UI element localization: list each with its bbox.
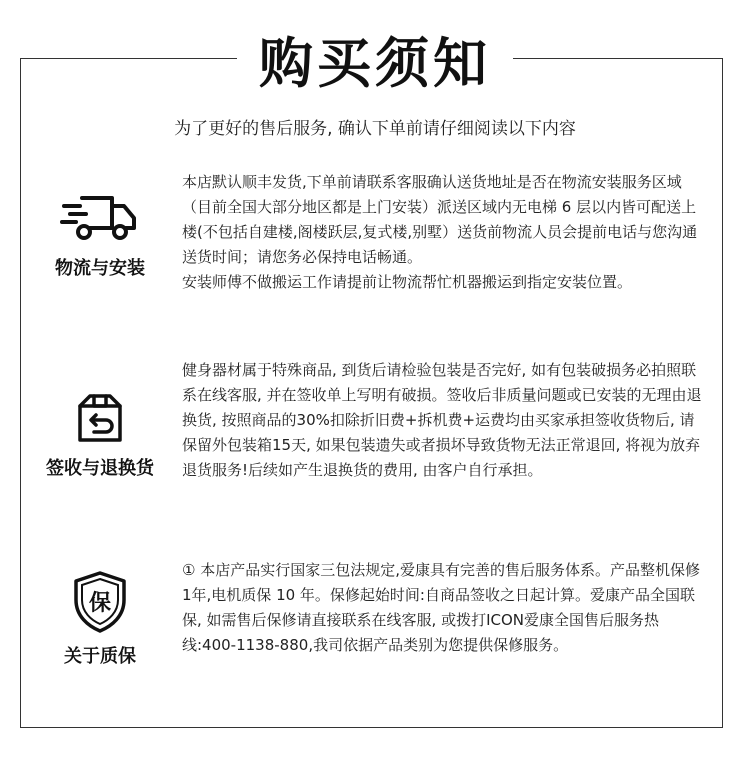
delivery-truck-icon: [60, 190, 140, 246]
section-logistics-icon-col: [20, 190, 180, 280]
section-returns: [20, 358, 723, 528]
section-warranty-text: [182, 558, 702, 658]
section-logistics: [20, 170, 723, 310]
section-warranty-label: 关于质保: [64, 646, 136, 667]
section-returns-text: [182, 358, 702, 483]
section-warranty: [20, 558, 723, 698]
paragraph: 安装师傅不做搬运工作请提前让物流帮忙机器搬运到指定安装位置。: [182, 273, 633, 291]
paragraph: 本店默认顺丰发货,下单前请联系客服确认送货地址是否在物流安装服务区域（目前全国大部分地区都是上门安装）派送区域内无电梯 6 层以内皆可配送上楼(不包括自建楼,阁楼跃层,复式楼,别墅）送货前物流人员会提前电话与您沟通送货时间；请您务必保持电话畅通。: [182, 173, 698, 266]
title-wrap: [0, 28, 750, 100]
page-subtitle: 为了更好的售后服务, 确认下单前请仔细阅读以下内容: [174, 119, 576, 139]
warranty-shield-icon: [72, 570, 128, 634]
section-logistics-text: [182, 170, 702, 295]
page-title: 购买须知: [237, 28, 513, 100]
paragraph: 健身器材属于特殊商品, 到货后请检验包装是否完好, 如有包装破损务必拍照联系在线客服, 并在签收单上写明有破损。签收后非质量问题或已安装的无理由退换货, 按照商品的30%扣除折旧费+拆机费+运费均由买家承担签收货物后, 请保留外包装箱15天, 如果包装遗失或者损坏导致货物无法正常退回, 将视为放弃退货服务!后续如产生退换货的费用, 由客户自行承担。: [182, 361, 702, 479]
section-logistics-label: 物流与安装: [55, 258, 145, 279]
warranty-shield-char: 保: [88, 591, 112, 616]
section-warranty-icon-col: [20, 570, 180, 668]
section-returns-label: 签收与退换货: [46, 458, 154, 479]
section-returns-icon-col: [20, 390, 180, 480]
return-box-icon: [72, 390, 128, 446]
paragraph: ① 本店产品实行国家三包法规定,爱康具有完善的售后服务体系。产品整机保修1年,电机质保 10 年。保修起始时间:自商品签收之日起计算。爱康产品全国联保, 如需售后保修请直接联系在线客服, 或拨打ICON爱康全国售后服务热线:400-1138-880,我司依据产品类别为您提供保修服务。: [182, 561, 700, 654]
